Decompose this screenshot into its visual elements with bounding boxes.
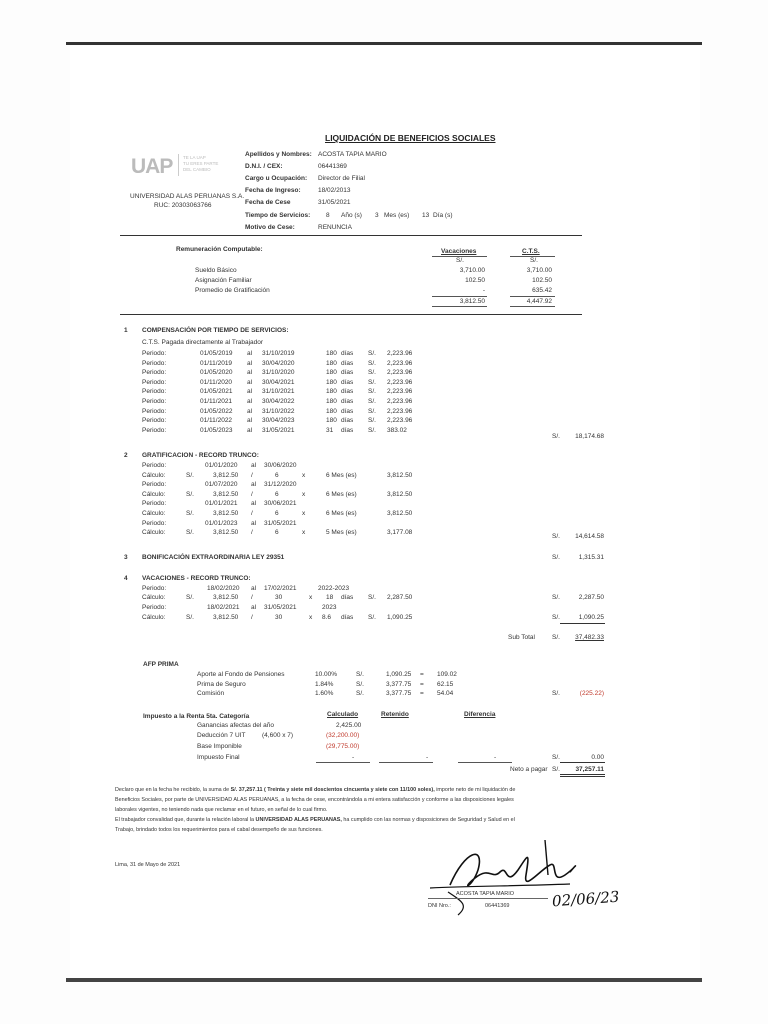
declaration-line-4: El trabajador convalidad que, durante la relación laboral la UNIVERSIDAD ALAS PERUANAS, ha cumplido con las normas y disposiciones de Seguridad y Salud en el — [115, 817, 515, 823]
service-months: 3 — [375, 212, 379, 219]
cts-unit: días — [341, 350, 354, 357]
renta-currency: S/. — [552, 754, 560, 761]
renta-dash: - — [352, 754, 355, 761]
cts-days: 180 — [326, 407, 337, 415]
s4-base: 3,812.50 — [213, 594, 239, 601]
grati-label: Cálculo: — [142, 471, 166, 479]
s4-number: 4 — [124, 575, 128, 582]
grati-base: 3,812.50 — [213, 490, 239, 498]
cts-al: al — [247, 369, 253, 377]
grati-div: 6 — [275, 529, 279, 537]
cts-unit: días — [341, 359, 354, 367]
grati-months: 6 Mes (es) — [326, 471, 357, 479]
company-ruc: RUC: 20303063766 — [154, 202, 212, 209]
grati-cur: S/. — [186, 490, 194, 498]
s4-currency: S/. — [552, 594, 560, 601]
grati-base: 3,812.50 — [213, 471, 239, 479]
cts-amount: 2,223.96 — [387, 369, 413, 377]
s4-cur: S/. — [368, 594, 376, 601]
s1-heading: COMPENSACIÓN POR TIEMPO DE SERVICIOS: — [142, 327, 289, 334]
employee-dni: 06441369 — [318, 163, 347, 170]
rem-total-vac: 3,812.50 — [459, 298, 485, 305]
afp-base: 3,377.75 — [386, 680, 412, 688]
s1-sub: C.T.S. Pagada directamente al Trabajador — [142, 339, 264, 346]
cts-al: al — [247, 407, 253, 415]
grati-label: Cálculo: — [142, 490, 166, 498]
cts-from: 01/11/2021 — [200, 398, 233, 405]
grati-label: Cálculo: — [142, 529, 166, 537]
cts-label: Periodo: — [142, 426, 167, 434]
renta-value: 2,425.00 — [336, 722, 362, 729]
renta-formula: (4,600 x 7) — [262, 732, 294, 739]
grati-op: al — [251, 500, 257, 508]
s4-unit: días — [341, 594, 354, 601]
s4-heading: VACACIONES - RECORD TRUNCO: — [142, 575, 251, 582]
s4-label: Periodo: — [142, 585, 167, 592]
underline — [432, 256, 487, 257]
grati-div: 6 — [275, 490, 279, 498]
s2-heading: GRATIFICACION - RECORD TRUNCO: — [142, 452, 259, 459]
grati-amount: 3,812.50 — [387, 471, 413, 479]
s4-days: 8.6 — [322, 614, 332, 621]
rem-vac-1: 3,710.00 — [459, 267, 485, 274]
rem-label-2: Asignación Familiar — [195, 277, 252, 284]
cts-label: Periodo: — [142, 407, 167, 415]
company-logo: UAP — [131, 155, 173, 178]
renta-heading: Impuesto a la Renta 5ta. Categoría — [143, 713, 250, 720]
renta-label: Deducción 7 UIT — [197, 732, 246, 739]
subtotal-currency: S/. — [552, 634, 560, 641]
afp-total: (225.22) — [579, 690, 604, 697]
grati-op: / — [251, 529, 253, 537]
renta-line — [379, 762, 433, 763]
afp-amount: 62.15 — [437, 680, 454, 688]
cts-from: 01/05/2020 — [200, 369, 233, 377]
cts-label: Periodo: — [142, 417, 167, 425]
divider — [120, 235, 582, 236]
grati-cur: S/. — [186, 529, 194, 537]
rem-total-cts: 4,447.92 — [526, 298, 552, 305]
employee-cargo: Director de Filial — [318, 175, 365, 182]
renta-line — [316, 762, 370, 763]
s3-currency: S/. — [552, 554, 560, 561]
signature-line — [428, 898, 548, 899]
s4-cur: S/. — [186, 614, 194, 621]
cts-label: Periodo: — [142, 398, 167, 405]
grati-div: 31/12/2020 — [264, 481, 297, 489]
grati-op: al — [251, 519, 257, 527]
subtotal-label: Sub Total — [508, 634, 535, 641]
cts-to: 31/10/2021 — [262, 388, 295, 396]
s4-amount: 2,287.50 — [387, 594, 413, 601]
sum-line — [560, 762, 605, 763]
cts-unit: días — [341, 388, 354, 396]
rem-label-3: Promedio de Gratificación — [195, 287, 270, 294]
service-years: 8 — [326, 212, 330, 219]
grati-label: Periodo: — [142, 481, 167, 489]
place-date: Lima, 31 de Mayo de 2021 — [115, 862, 181, 868]
grati-op: / — [251, 471, 253, 479]
document-title: LIQUIDACIÓN DE BENEFICIOS SOCIALES — [325, 133, 496, 143]
afp-label: Aporte al Fondo de Pensiones — [197, 671, 285, 678]
signer-dni: 06441369 — [485, 903, 510, 909]
rem-cts-3: 635.42 — [532, 287, 552, 294]
cts-amount: 2,223.96 — [387, 388, 413, 396]
cts-days: 31 — [326, 426, 334, 434]
grati-months: 5 Mes (es) — [326, 529, 357, 537]
label-dni: D.N.I. / CEX: — [245, 163, 283, 170]
grati-label: Cálculo: — [142, 510, 166, 517]
s4-amount: 1,090.25 — [387, 614, 413, 621]
cts-amount: 2,223.96 — [387, 417, 413, 425]
s4-value-1: 2,287.50 — [578, 594, 604, 601]
signer-dni-label: DNI Nro.: — [428, 903, 451, 909]
days-label: Día (s) — [433, 212, 453, 219]
grati-base: 01/01/2021 — [205, 500, 238, 508]
afp-amount: 109.02 — [437, 671, 457, 678]
s3-total: 1,315.31 — [578, 554, 604, 561]
grati-base: 01/01/2023 — [205, 519, 238, 527]
cts-cur: S/. — [368, 359, 376, 367]
cts-to: 30/04/2022 — [262, 398, 295, 405]
grati-amount: 3,812.50 — [387, 510, 413, 517]
rem-vac-3: - — [482, 287, 485, 294]
s4-base: 3,812.50 — [213, 614, 239, 621]
grati-label: Periodo: — [142, 519, 167, 527]
grati-base: 01/01/2020 — [205, 462, 238, 469]
s4-op: / — [251, 614, 253, 621]
renta-value: (32,200.00) — [326, 732, 360, 739]
cts-from: 01/05/2022 — [200, 407, 233, 415]
cts-cur: S/. — [368, 369, 376, 377]
s4-label: Cálculo: — [142, 594, 166, 601]
sum-line — [560, 623, 605, 624]
company-name: UNIVERSIDAD ALAS PERUANAS S.A. — [130, 193, 245, 200]
cts-days: 180 — [326, 417, 337, 425]
s4-value-2: 1,090.25 — [578, 614, 604, 621]
s4-label: Cálculo: — [142, 614, 166, 621]
cts-from: 01/05/2023 — [200, 426, 233, 434]
cts-cur: S/. — [368, 350, 376, 357]
cts-to: 30/04/2021 — [262, 378, 295, 386]
s4-from: 18/02/2020 — [207, 585, 240, 592]
s2-number: 2 — [124, 452, 128, 459]
cts-from: 01/11/2022 — [200, 417, 233, 425]
label-name: Apellidos y Nombres: — [245, 151, 312, 158]
cts-to: 30/04/2020 — [262, 359, 295, 367]
cts-to: 31/10/2022 — [262, 407, 295, 415]
s4-to: 17/02/2021 — [264, 585, 297, 592]
cts-amount: 2,223.96 — [387, 407, 413, 415]
grati-op: / — [251, 510, 253, 517]
cts-cur: S/. — [368, 407, 376, 415]
sum-line — [432, 306, 487, 307]
grati-op: x — [302, 490, 306, 498]
cts-days: 180 — [326, 398, 337, 405]
col-cts: C.T.S. — [522, 248, 540, 255]
cur-cts: S/. — [530, 257, 538, 264]
grati-cur: S/. — [186, 510, 194, 517]
service-days: 13 — [422, 212, 430, 219]
s4-al: al — [251, 585, 257, 592]
cts-amount: 2,223.96 — [387, 350, 413, 357]
s4-from: 18/02/2021 — [207, 604, 240, 611]
cts-days: 180 — [326, 388, 337, 396]
cts-unit: días — [341, 426, 354, 434]
afp-base: 1,090.25 — [386, 671, 412, 678]
employee-name: ACOSTA TAPIA MARIO — [318, 151, 387, 158]
s4-op: x — [309, 594, 313, 601]
renta-line — [458, 762, 512, 763]
neto-value: 37,257.11 — [575, 766, 604, 773]
top-border — [66, 42, 702, 45]
sum-line — [560, 774, 605, 775]
col-vacaciones: Vacaciones — [441, 248, 477, 255]
label-motivo: Motivo de Cese: — [245, 224, 295, 231]
declaration-line-5: Trabajo, brindado todos los requerimientos para el cabal desempeño de sus funciones. — [115, 827, 323, 833]
label-tiempo: Tiempo de Servicios: — [245, 212, 311, 219]
s4-days: 18 — [326, 594, 334, 601]
s4-to: 31/05/2021 — [264, 604, 297, 611]
cts-days: 180 — [326, 378, 337, 386]
cts-unit: días — [341, 417, 354, 425]
s2-currency: S/. — [552, 533, 560, 540]
cts-cur: S/. — [368, 388, 376, 396]
cts-label: Periodo: — [142, 359, 167, 367]
grati-op: / — [251, 490, 253, 498]
s4-unit: días — [341, 614, 354, 621]
s1-number: 1 — [124, 327, 128, 334]
renta-value: (29,775.00) — [326, 743, 360, 750]
employee-motivo: RENUNCIA — [318, 224, 352, 231]
renta-col-diferencia: Diferencia — [464, 711, 496, 718]
afp-eq: = — [420, 680, 424, 688]
cts-cur: S/. — [368, 398, 376, 405]
employee-cese: 31/05/2021 — [318, 199, 351, 206]
renta-total: 0.00 — [591, 754, 604, 761]
s1-currency: S/. — [552, 433, 560, 440]
cts-amount: 2,223.96 — [387, 378, 413, 386]
s4-al: al — [251, 604, 257, 611]
grati-base: 01/07/2020 — [205, 481, 238, 489]
label-cargo: Cargo u Ocupación: — [245, 175, 308, 182]
afp-pct: 1.60% — [315, 690, 334, 697]
bottom-border — [66, 978, 702, 982]
cts-al: al — [247, 378, 253, 386]
grati-amount: 3,177.08 — [387, 529, 413, 537]
grati-label: Periodo: — [142, 462, 167, 469]
neto-currency: S/. — [552, 766, 560, 773]
logo-divider — [178, 154, 179, 176]
cts-to: 31/05/2021 — [262, 426, 295, 434]
months-label: Mes (es) — [384, 212, 410, 219]
afp-heading: AFP PRIMA — [143, 661, 179, 668]
cts-label: Periodo: — [142, 378, 167, 386]
renta-dash: - — [494, 754, 497, 761]
cts-from: 01/05/2019 — [200, 350, 233, 357]
cts-amount: 2,223.96 — [387, 359, 413, 367]
years-label: Año (s) — [341, 212, 362, 219]
grati-base: 3,812.50 — [213, 510, 239, 517]
s4-op: / — [251, 594, 253, 601]
grati-div: 6 — [275, 471, 279, 479]
afp-eq: = — [420, 671, 424, 678]
signer-name: ACOSTA TAPIA MARIO — [456, 891, 515, 897]
neto-label: Neto a pagar — [510, 766, 548, 773]
grati-op: x — [302, 510, 306, 517]
s2-total: 14,614.58 — [575, 533, 604, 540]
grati-op: x — [302, 529, 306, 537]
declaration-line-2: Beneficios Sociales, por parte de UNIVERSIDAD ALAS PERUANAS, a la fecha de cese, encontrándola a mi entera satisfacción y conforme a las disposiciones legales — [115, 797, 514, 803]
s4-cur: S/. — [368, 614, 376, 621]
cts-al: al — [247, 359, 253, 367]
grati-div: 6 — [275, 510, 279, 517]
cts-al: al — [247, 426, 253, 434]
cts-label: Periodo: — [142, 369, 167, 377]
cts-cur: S/. — [368, 378, 376, 386]
grati-base: 3,812.50 — [213, 529, 239, 537]
sum-line — [560, 776, 605, 777]
declaration-line-3: laborales vigentes, no teniendo nada que reclamar en el futuro, en señal de lo cual firmo. — [115, 807, 328, 813]
afp-currency: S/. — [552, 690, 560, 697]
grati-op: al — [251, 481, 257, 489]
cts-cur: S/. — [368, 417, 376, 425]
cts-days: 180 — [326, 359, 337, 367]
rem-cts-2: 102.50 — [532, 277, 552, 284]
grati-div: 31/05/2021 — [264, 519, 297, 527]
employee-ingreso: 18/02/2013 — [318, 187, 351, 194]
s4-year: 2022-2023 — [318, 585, 350, 592]
cts-al: al — [247, 388, 253, 396]
sum-line — [432, 296, 487, 297]
afp-label: Prima de Seguro — [197, 680, 246, 688]
afp-label: Comisión — [197, 690, 225, 697]
cts-unit: días — [341, 378, 354, 386]
cur-vacaciones: S/. — [456, 257, 464, 264]
s4-div: 30 — [275, 594, 283, 601]
subtotal-value: 37,482.33 — [575, 634, 604, 641]
cts-unit: días — [341, 407, 354, 415]
renta-col-calculado: Calculado — [327, 711, 359, 718]
grati-months: 6 Mes (es) — [326, 510, 357, 517]
grati-div: 30/06/2020 — [264, 462, 297, 469]
cts-days: 180 — [326, 350, 337, 357]
s4-op: x — [309, 614, 313, 621]
cts-to: 31/10/2020 — [262, 369, 295, 377]
cts-al: al — [247, 398, 253, 405]
rem-label-1: Sueldo Básico — [195, 267, 237, 274]
s4-label: Periodo: — [142, 604, 167, 611]
renta-label: Impuesto Final — [197, 754, 240, 761]
afp-pct: 1.84% — [315, 680, 334, 688]
s3-number: 3 — [124, 554, 128, 561]
grati-op: x — [302, 471, 306, 479]
remuneration-heading: Remuneración Computable: — [176, 246, 263, 253]
cts-unit: días — [341, 398, 354, 405]
grati-amount: 3,812.50 — [387, 490, 413, 498]
s1-total: 18,174.68 — [575, 433, 604, 440]
cts-label: Periodo: — [142, 388, 167, 396]
grati-cur: S/. — [186, 471, 194, 479]
afp-pct: 10.00% — [315, 671, 338, 678]
afp-cur: S/. — [356, 680, 364, 688]
logo-tagline: TE LA UAP TU ERES PARTE DEL CAMBIO — [183, 155, 219, 172]
cts-from: 01/11/2019 — [200, 359, 233, 367]
grati-op: al — [251, 462, 257, 469]
cts-from: 01/11/2020 — [200, 378, 233, 386]
cts-cur: S/. — [368, 426, 376, 434]
cts-from: 01/05/2021 — [200, 388, 233, 396]
afp-cur: S/. — [356, 671, 364, 678]
declaration-line-1: Declaro que en la fecha he recibido, la suma de S/. 37,257.11 ( Treinta y siete mil doscientos cincuenta y siete con 11/100 soles), importe neto de mi liquidación de — [115, 787, 516, 793]
afp-base: 3,377.75 — [386, 690, 412, 697]
grati-label: Periodo: — [142, 500, 167, 508]
underline — [510, 256, 555, 257]
afp-eq: = — [420, 690, 424, 697]
cts-to: 30/04/2023 — [262, 417, 295, 425]
cts-amount: 2,223.96 — [387, 398, 413, 405]
cts-al: al — [247, 350, 253, 357]
handwritten-date: 02/06/23 — [551, 887, 620, 911]
renta-col-retenido: Retenido — [381, 711, 409, 718]
rem-cts-1: 3,710.00 — [526, 267, 552, 274]
s3-heading: BONIFICACIÓN EXTRAORDINARIA LEY 29351 — [142, 554, 285, 561]
afp-cur: S/. — [356, 690, 364, 697]
cts-to: 31/10/2019 — [262, 350, 295, 357]
sum-line — [510, 296, 555, 297]
cts-unit: días — [341, 369, 354, 377]
renta-dash: - — [426, 754, 429, 761]
s4-cur: S/. — [186, 594, 194, 601]
rem-vac-2: 102.50 — [465, 277, 485, 284]
label-cese: Fecha de Cese — [245, 199, 291, 206]
cts-days: 180 — [326, 369, 337, 377]
cts-al: al — [247, 417, 253, 425]
cts-label: Periodo: — [142, 350, 167, 357]
renta-label: Base Imponible — [197, 743, 242, 750]
divider — [120, 314, 582, 315]
sum-line — [510, 306, 555, 307]
renta-label: Ganancias afectas del año — [197, 722, 274, 729]
cts-amount: 383.02 — [387, 426, 407, 434]
s4-currency: S/. — [552, 614, 560, 621]
grati-months: 6 Mes (es) — [326, 490, 357, 498]
s4-year: 2023 — [322, 604, 337, 611]
afp-amount: 54.04 — [437, 690, 454, 697]
grati-div: 30/06/2021 — [264, 500, 297, 508]
label-ingreso: Fecha de Ingreso: — [245, 187, 301, 194]
s4-div: 30 — [275, 614, 283, 621]
